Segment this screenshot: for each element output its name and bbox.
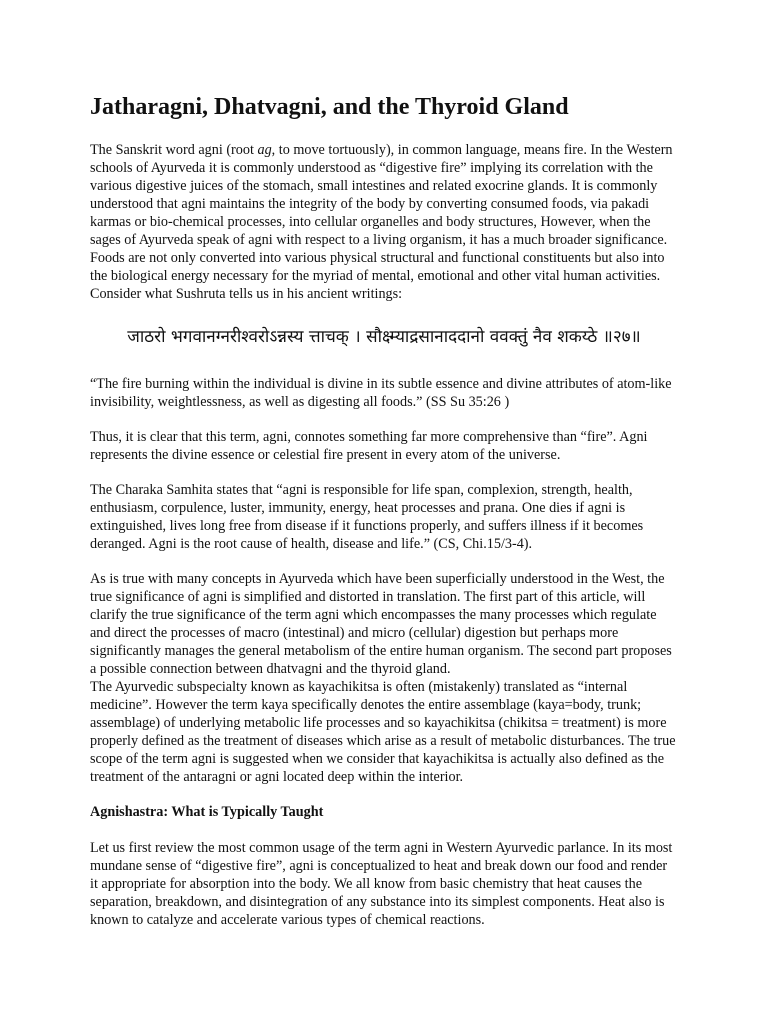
intro-text-start: The Sanskrit word agni (root — [90, 142, 258, 158]
concepts-paragraph: As is true with many concepts in Ayurveda which have been superficially understood in the West, the true significance of agni is simplified and distorted in translation. The first part of this article, will clarify the true significance of the term agni which encompasses the many processes which regulate and direct the processes of macro (intestinal) and micro (cellular) digestion but perhaps more significantly manages the general metabolism of the entire human organism. The second part proposes a possible connection between dhatvagni and the thyroid gland. — [90, 571, 672, 677]
intro-text-rest: , to move tortuously), in common language, means fire. In the Western schools of Ayurveda it is commonly understood as “digestive fire” implying its correlation with the various digestive juices of the stomach, small intestines and related exocrine glands. It is commonly understood that agni maintains the integrity of the body by converting consumed foods, via pakadi karmas or bio-chemical processes, into cellular organelles and body structures, However, when the sages of Ayurveda speak of agni with respect to a living organism, it has a much broader significance. Foods are not only converted into various physical structural and functional constituents but also into the biological energy necessary for the myriad of mental, emotional and other vital human activities. Consider what Sushruta tells us in his ancient writings: — [90, 142, 673, 302]
sanskrit-verse: जाठरो भगवानग्नरीश्वरोऽन्नस्य त्ताचक् । सौक्ष्म्याद्रसानाददानो ववक्तुं नैव शकय्ठे ॥२७॥ — [127, 327, 641, 347]
section-heading: Agnishastra: What is Typically Taught — [90, 804, 324, 820]
article-title: Jatharagni, Dhatvagni, and the Thyroid Gland — [90, 94, 569, 120]
comprehensive-paragraph: Thus, it is clear that this term, agni, connotes something far more comprehensive than “fire”. Agni represents the divine essence or celestial fire present in every atom of the universe. — [90, 429, 648, 463]
kayachikitsa-paragraph: The Ayurvedic subspecialty known as kayachikitsa is often (mistakenly) translated as “internal medicine”. However the term kaya specifically denotes the entire assemblage (kaya=body, trunk; assemblage) of underlying metabolic life processes and so kayachikitsa (chikitsa = treatment) is more properly defined as the treatment of diseases which arise as a result of metabolic disturbances. The true scope of the term agni is suggested when we consider that kayachikitsa is actually also defined as the treatment of the antaragni or agni located deep within the interior. — [90, 679, 676, 785]
sushruta-quote: “The fire burning within the individual is divine in its subtle essence and divine attributes of atom-like invisibility, weightlessness, as well as digesting all foods.” (SS Su 35:26 ) — [90, 376, 672, 410]
intro-paragraph — [90, 141, 678, 303]
root-word: ag — [257, 142, 272, 158]
charaka-paragraph: The Charaka Samhita states that “agni is responsible for life span, complexion, strength, health, enthusiasm, corpulence, luster, immunity, energy, heat processes and prana. One dies if agni is extinguished, lives long free from disease if it functions properly, and suffers illness if it becomes deranged. Agni is the root cause of health, disease and life.” (CS, Chi.15/3-4). — [90, 482, 644, 552]
review-paragraph: Let us first review the most common usage of the term agni in Western Ayurvedic parlance. In its most mundane sense of “digestive fire”, agni is conceptualized to heat and break down our food and render it appropriate for absorption into the body. We all know from basic chemistry that heat causes the separation, breakdown, and disintegration of any substance into its simplest components. Heat also is known to catalyze and accelerate various types of chemical reactions. — [90, 840, 673, 928]
